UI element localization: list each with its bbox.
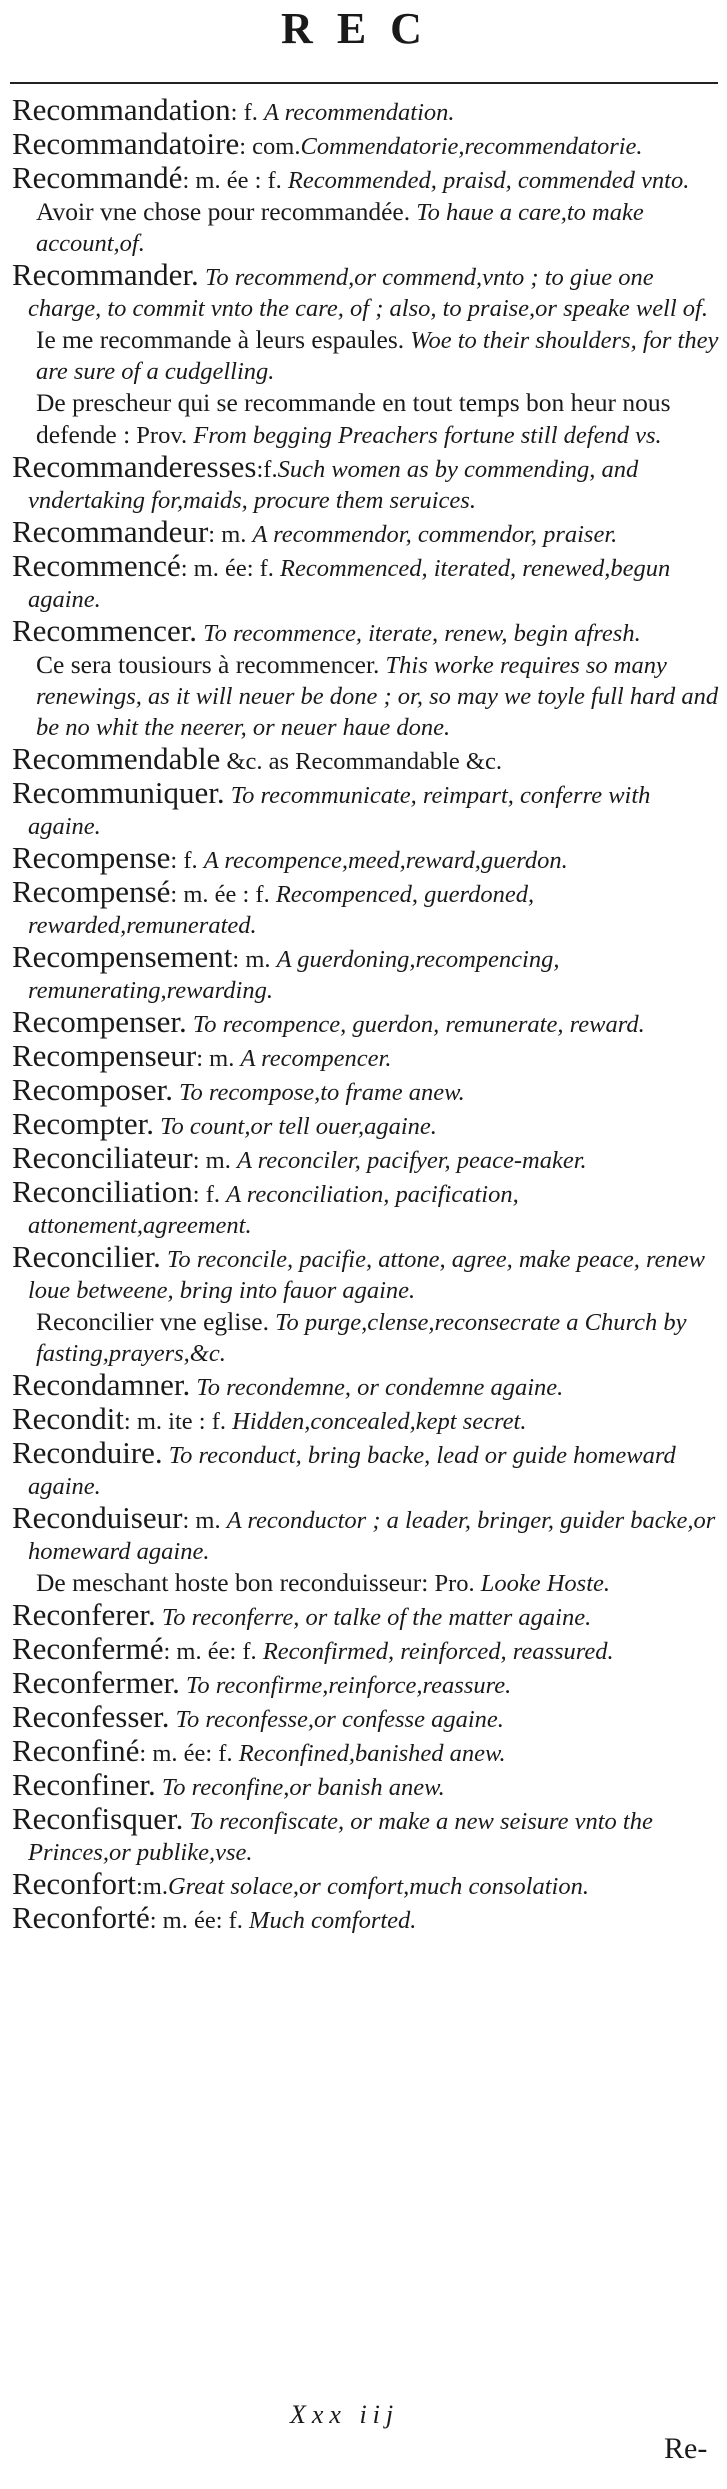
headword: Reconduiseur xyxy=(12,1500,183,1535)
headword: Recondamner. xyxy=(12,1367,191,1402)
definition: Much comforted. xyxy=(249,1907,417,1934)
dictionary-entry xyxy=(6,1803,719,1868)
dictionary-entry xyxy=(6,259,719,324)
dictionary-entry xyxy=(6,1599,719,1633)
dictionary-entry xyxy=(6,94,719,128)
catchword: Re- xyxy=(664,2432,708,2465)
headword: Reconfisquer. xyxy=(12,1801,184,1836)
dictionary-entry xyxy=(6,1006,719,1040)
dictionary-entry xyxy=(6,1403,719,1437)
headword: Reconciliateur xyxy=(12,1140,193,1175)
headword: Ce sera tousiours à recommencer. xyxy=(36,650,380,679)
headword: Ie me recommande à leurs espaules. xyxy=(36,325,405,354)
dictionary-entry xyxy=(6,162,719,196)
dictionary-entry xyxy=(6,777,719,842)
definition: To reconduct, bring backe, lead or guide homeward againe. xyxy=(28,1442,676,1500)
definition: A reconciler, pacifyer, peace-maker. xyxy=(237,1147,587,1174)
definition: A recommendor, commendor, praiser. xyxy=(252,521,618,548)
dictionary-entry xyxy=(6,1868,719,1902)
definition: Woe to their shoulders, for they are sure of a cudgelling. xyxy=(36,327,719,385)
definition: This worke requires so many renewings, as it will neuer be done ; or, so may we toyle full hard and be no whit the neerer, or neuer haue done. xyxy=(36,652,719,741)
dictionary-entry xyxy=(6,1108,719,1142)
headword: Recompenser. xyxy=(12,1004,187,1039)
definition: Recompenced, guerdoned, rewarded,remunerated. xyxy=(28,881,535,939)
definition: A recompencer. xyxy=(240,1045,392,1072)
headword: Recommendable xyxy=(12,741,221,776)
headword: Recommandeur xyxy=(12,514,209,549)
sub-entry xyxy=(6,1567,719,1599)
page-header: REC xyxy=(281,4,446,53)
grammar-note: : m. ite : f. xyxy=(123,1408,233,1435)
dictionary-entry xyxy=(6,1074,719,1108)
grammar-note: : f. xyxy=(192,1181,227,1208)
headword: Reconduire. xyxy=(12,1435,163,1470)
definition: Reconfirmed, reinforced, reassured. xyxy=(262,1638,614,1665)
header-rule xyxy=(10,82,718,84)
headword: Reconcilier vne eglise. xyxy=(36,1307,269,1336)
headword: Reconfiné xyxy=(12,1733,140,1768)
grammar-note: : com. xyxy=(239,133,301,160)
headword: De meschant hoste bon reconduisseur: xyxy=(36,1568,429,1597)
dictionary-entry xyxy=(6,1769,719,1803)
headword: Recondit xyxy=(12,1401,124,1436)
sub-entry xyxy=(6,1306,719,1369)
headword: Reconfort xyxy=(12,1866,136,1901)
definition: To count,or tell ouer,againe. xyxy=(160,1113,437,1140)
definition: A recompence,meed,reward,guerdon. xyxy=(203,847,568,874)
headword: Recommanderesses xyxy=(12,449,257,484)
dictionary-entry xyxy=(6,876,719,941)
headword: Recommandation xyxy=(12,92,231,127)
grammar-note: : m. ée: f. xyxy=(180,555,281,582)
headword: Recommuniquer. xyxy=(12,775,225,810)
headword: Avoir vne chose pour recommandée. xyxy=(36,197,411,226)
definition: To reconfine,or banish anew. xyxy=(161,1774,445,1801)
definition: To reconcile, pacifie, attone, agree, make peace, renew loue betweene, bring into fauor againe. xyxy=(28,1246,705,1304)
dictionary-entry xyxy=(6,1633,719,1667)
dictionary-entry xyxy=(6,1502,719,1567)
definition: Recommenced, iterated, renewed,begun againe. xyxy=(28,555,671,613)
definition: To haue a care,to make account,of. xyxy=(36,199,644,257)
grammar-note: : m. xyxy=(196,1045,241,1072)
definition: To reconferre, or talke of the matter againe. xyxy=(161,1604,592,1631)
headword: Recompensé xyxy=(12,874,171,909)
grammar-note: : m. xyxy=(182,1507,227,1534)
definition: To purge,clense,reconsecrate a Church by fasting,prayers,&c. xyxy=(36,1309,687,1367)
grammar-note: :m. xyxy=(135,1873,168,1900)
headword: Recompense xyxy=(12,840,171,875)
definition: From begging Preachers fortune still defend vs. xyxy=(193,422,662,449)
dictionary-entry xyxy=(6,1735,719,1769)
headword: Reconforté xyxy=(12,1900,150,1935)
dictionary-entry xyxy=(6,1667,719,1701)
headword: Recompensement xyxy=(12,939,233,974)
headword: Recommandatoire xyxy=(12,126,240,161)
headword: De prescheur qui se recommande en tout temps bon heur nous defende : xyxy=(36,388,671,449)
headword: Recompenseur xyxy=(12,1038,197,1073)
dictionary-entry xyxy=(6,1369,719,1403)
definition: Hidden,concealed,kept secret. xyxy=(232,1408,527,1435)
definition: To recondemne, or condemne againe. xyxy=(196,1374,564,1401)
headword: Reconcilier. xyxy=(12,1239,161,1274)
dictionary-entry xyxy=(6,1437,719,1502)
dictionary-entry xyxy=(6,128,719,162)
dictionary-entry xyxy=(6,1176,719,1241)
definition: A reconductor ; a leader, bringer, guider backe,or homeward againe. xyxy=(28,1507,716,1565)
grammar-note: : m. ée: f. xyxy=(163,1638,263,1665)
headword: Reconfiner. xyxy=(12,1767,156,1802)
definition: Recommended, praisd, commended vnto. xyxy=(287,167,690,194)
sub-entry xyxy=(6,324,719,387)
entry-list xyxy=(6,94,719,1936)
grammar-note: : f. xyxy=(230,99,265,126)
definition: To recompose,to frame anew. xyxy=(179,1079,465,1106)
dictionary-entry xyxy=(6,1241,719,1306)
definition: A guerdoning,recompencing, remunerating,rewarding. xyxy=(28,946,560,1004)
definition: A reconciliation, pacification, attonement,agreement. xyxy=(28,1181,519,1239)
dictionary-entry xyxy=(6,941,719,1006)
dictionary-entry xyxy=(6,550,719,615)
definition: Such women as by commending, and vndertaking for,maids, procure them seruices. xyxy=(28,456,639,514)
sub-entry xyxy=(6,387,719,451)
headword: Reconciliation xyxy=(12,1174,193,1209)
headword: Reconfesser. xyxy=(12,1699,170,1734)
headword: Recomposer. xyxy=(12,1072,173,1107)
sub-entry xyxy=(6,196,719,259)
grammar-note: : m. ée: f. xyxy=(149,1907,250,1934)
grammar-note: : m. xyxy=(232,946,277,973)
dictionary-entry xyxy=(6,451,719,516)
grammar-note: :f. xyxy=(256,456,278,483)
definition: A recommendation. xyxy=(264,99,455,126)
grammar-note: : m. ée : f. xyxy=(182,167,288,194)
headword: Recommander. xyxy=(12,257,199,292)
headword: Recommencer. xyxy=(12,613,198,648)
definition: Reconfined,banished anew. xyxy=(238,1740,506,1767)
definition: To recommunicate, reimpart, conferre with againe. xyxy=(28,782,651,840)
dictionary-entry xyxy=(6,842,719,876)
headword: Recommencé xyxy=(12,548,181,583)
definition: Commendatorie,recommendatorie. xyxy=(300,133,643,160)
grammar-note: Prov. xyxy=(130,422,194,449)
headword: Reconferer. xyxy=(12,1597,156,1632)
grammar-note: : f. xyxy=(170,847,204,874)
grammar-note: Pro. xyxy=(428,1570,481,1597)
dictionary-entry xyxy=(6,1142,719,1176)
grammar-note: : m. ée : f. xyxy=(170,881,276,908)
dictionary-entry xyxy=(6,1902,719,1936)
dictionary-entry xyxy=(6,1040,719,1074)
definition: Looke Hoste. xyxy=(480,1570,611,1597)
definition: To recommend,or commend,vnto ; to giue one charge, to commit vnto the care, of ; also, to praise,or speake well of. xyxy=(28,264,708,322)
dictionary-entry xyxy=(6,516,719,550)
signature-mark: Xxx iij xyxy=(290,2400,400,2429)
definition: To reconfirme,reinforce,reassure. xyxy=(185,1672,512,1699)
dictionary-entry xyxy=(6,1701,719,1735)
definition: Great solace,or comfort,much consolation. xyxy=(167,1873,589,1900)
grammar-note: : m. ée: f. xyxy=(139,1740,239,1767)
dictionary-entry xyxy=(6,743,719,777)
definition: To reconfesse,or confesse againe. xyxy=(175,1706,504,1733)
grammar-note: : m. xyxy=(208,521,253,548)
grammar-note: &c. as Recommandable &c. xyxy=(220,748,502,775)
definition: To reconfiscate, or make a new seisure vnto the Princes,or publike,vse. xyxy=(28,1808,653,1866)
headword: Recommandé xyxy=(12,160,183,195)
sub-entry xyxy=(6,649,719,743)
definition: To recommence, iterate, renew, begin afresh. xyxy=(203,620,641,647)
dictionary-entry xyxy=(6,615,719,649)
headword: Reconfermer. xyxy=(12,1665,180,1700)
grammar-note: : m. xyxy=(192,1147,237,1174)
headword: Reconfermé xyxy=(12,1631,164,1666)
definition: To recompence, guerdon, remunerate, reward. xyxy=(192,1011,645,1038)
headword: Recompter. xyxy=(12,1106,155,1141)
